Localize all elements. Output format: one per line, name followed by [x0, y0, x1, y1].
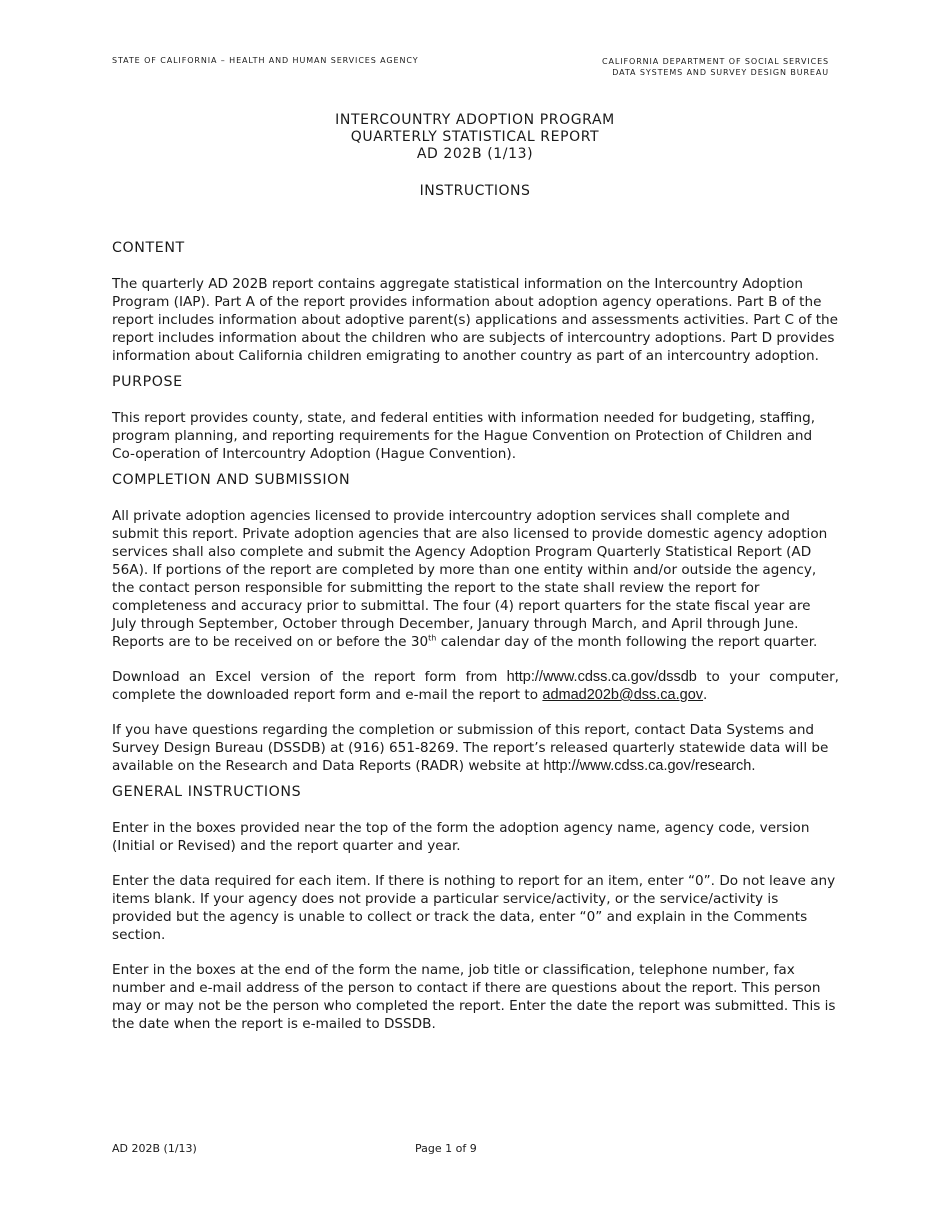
email-link[interactable]: admad202b@dss.ca.gov — [542, 687, 704, 703]
department-name: CALIFORNIA DEPARTMENT OF SOCIAL SERVICES — [602, 57, 829, 66]
document-body — [112, 239, 839, 1033]
download-paragraph: Download an Excel version of the report form from http://www.cdss.ca.gov/dssdb to your computer, complete the downloaded report form and e-mail the report to admad202b@dss.ca.gov. — [112, 669, 839, 703]
general-paragraph-1: Enter in the boxes provided near the top of the form the adoption agency name, agency code, version (Initial or Revised) and the report quarter and year. — [112, 820, 810, 854]
research-link[interactable]: http://www.cdss.ca.gov/research — [543, 758, 752, 774]
download-link[interactable]: http://www.cdss.ca.gov/dssdb — [506, 669, 697, 685]
completion-paragraph: All private adoption agencies licensed to provide intercountry adoption services shall complete and submit this report. Private adoption agencies that are also licensed to provide domestic agency adoption services shall also complete and submit the Agency Adoption Program Quarterly Statistical Report (AD 56A). If portions of the report are completed by more than one entity within and/or outside the agency, the contact person responsible for submitting the report to the state shall review the report for completeness and accuracy prior to submittal. The four (4) report quarters for the state fiscal year are July through September, October through December, January through March, and April through June. Reports are to be received on or before the 30th calendar day of the month following the report quarter. — [112, 508, 828, 650]
title-report: QUARTERLY STATISTICAL REPORT — [350, 129, 600, 145]
section-heading-content: CONTENT — [112, 240, 185, 256]
title-form-number: AD 202B (1/13) — [416, 146, 534, 162]
questions-paragraph: If you have questions regarding the completion or submission of this report, contact Data Systems and Survey Design Bureau (DSSDB) at (916) 651-8269. The report’s released quarterly statewide data will be available on the Research and Data Reports (RADR) website at http://www.cdss.ca.gov/research. — [112, 722, 829, 774]
footer-page-number: Page 1 of 9 — [415, 1142, 477, 1155]
general-paragraph-2: Enter the data required for each item. If there is nothing to report for an item, enter “0”. Do not leave any items blank. If your agency does not provide a particular service/activity, or the service/activity is provided but the agency is unable to collect or track the data, enter “0” and explain in the Comments section. — [112, 873, 836, 943]
section-heading-purpose: PURPOSE — [112, 374, 183, 390]
title-program: INTERCOUNTRY ADOPTION PROGRAM — [335, 112, 615, 128]
instructions-heading: INSTRUCTIONS — [419, 183, 531, 199]
footer-form-id: AD 202B (1/13) — [112, 1142, 197, 1155]
general-paragraph-3: Enter in the boxes at the end of the form the name, job title or classification, telephone number, fax number and e-mail address of the person to contact if there are questions about the report. This person may or may not be the person who completed the report. Enter the date the report was submitted. This is the date when the report is e-mailed to DSSDB. — [112, 962, 836, 1032]
section-heading-completion: COMPLETION AND SUBMISSION — [112, 472, 351, 488]
section-heading-general: GENERAL INSTRUCTIONS — [112, 784, 302, 800]
purpose-paragraph: This report provides county, state, and federal entities with information needed for budgeting, staffing, program planning, and reporting requirements for the Hague Convention on Protection of Children and Co-operation of Intercountry Adoption (Hague Convention). — [112, 410, 816, 462]
agency-header: STATE OF CALIFORNIA – HEALTH AND HUMAN SERVICES AGENCY — [112, 56, 419, 65]
document-title — [0, 112, 950, 163]
content-paragraph: The quarterly AD 202B report contains aggregate statistical information on the Intercountry Adoption Program (IAP). Part A of the report provides information about adoption agency operations. Part B of the report includes information about adoptive parent(s) applications and assessments activities. Part C of the report includes information about the children who are subjects of intercountry adoptions. Part D provides information about California children emigrating to another country as part of an intercountry adoption. — [112, 276, 839, 364]
department-header — [602, 56, 829, 78]
bureau-name: DATA SYSTEMS AND SURVEY DESIGN BUREAU — [612, 68, 829, 77]
